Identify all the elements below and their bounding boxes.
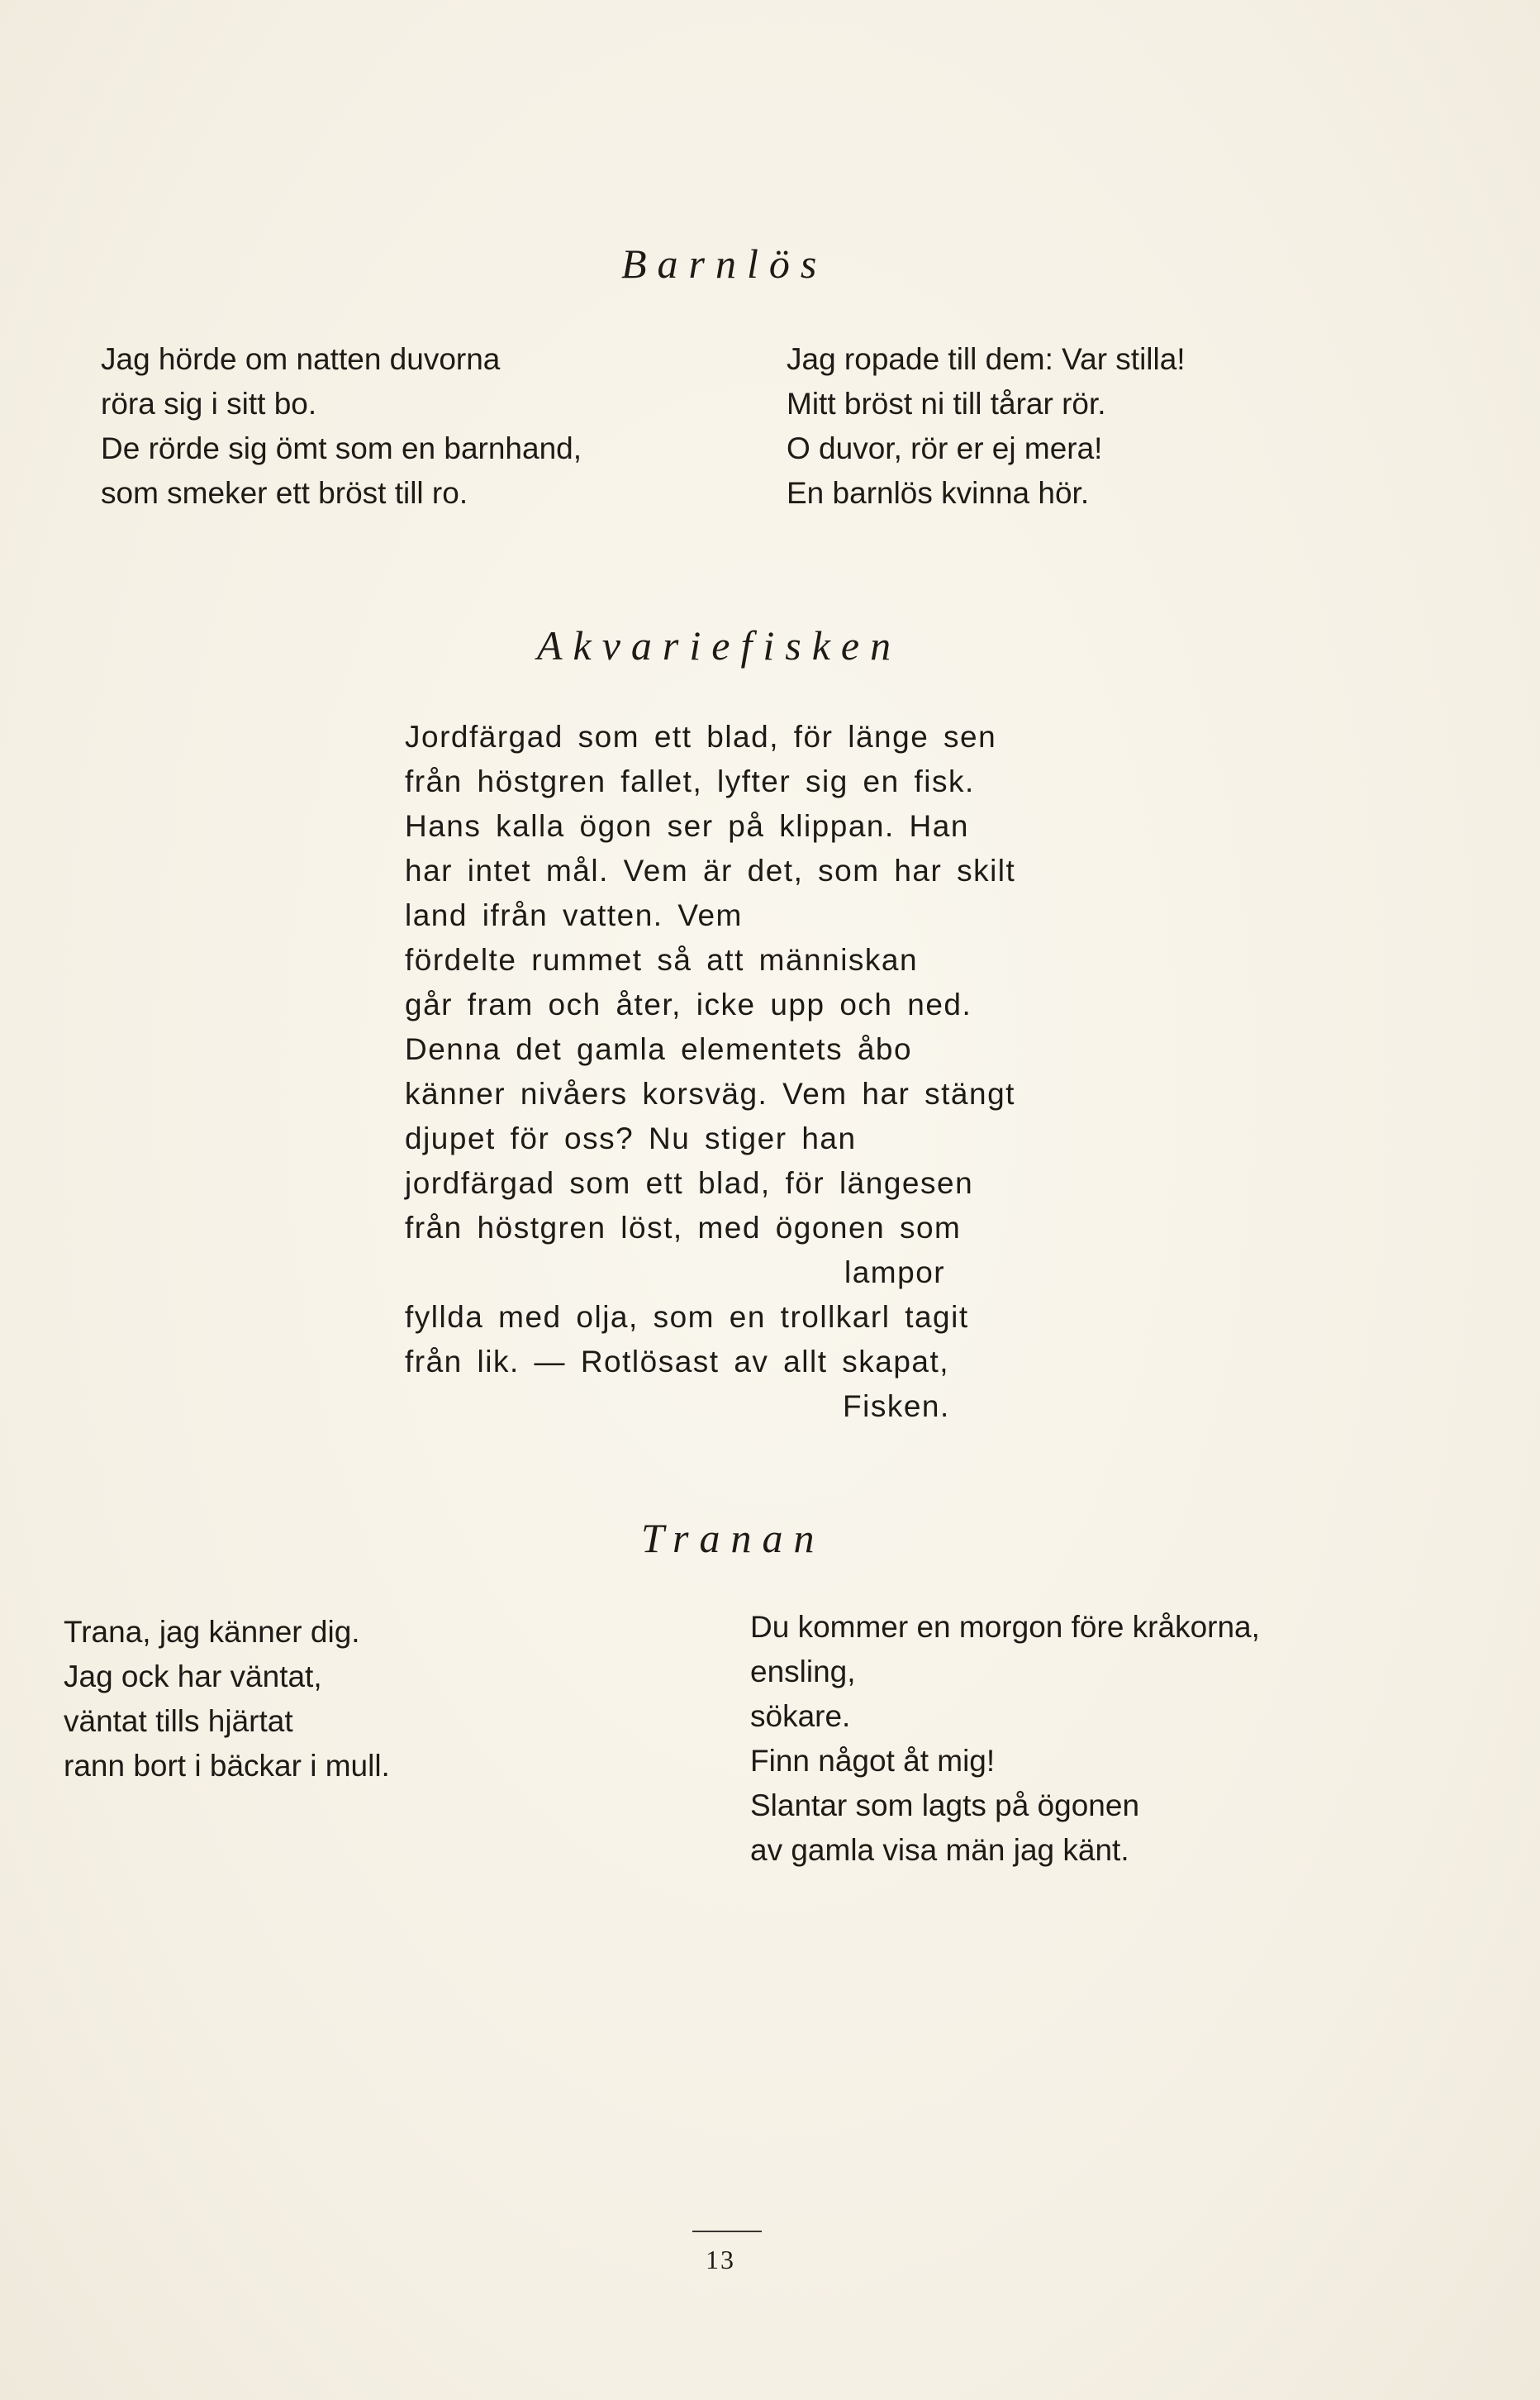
tranan-stanza-left (64, 1610, 390, 1788)
page-number: 13 (706, 2245, 735, 2274)
poem-line: En barnlös kvinna hör. (787, 476, 1090, 510)
poem-line: har intet mål. Vem är det, som har skilt (405, 854, 1016, 888)
poem-line: Jag ropade till dem: Var stilla! (787, 342, 1186, 376)
poem-line: som smeker ett bröst till ro. (101, 476, 468, 510)
poem-line: fördelte rummet så att människan (405, 943, 919, 977)
poem-line: från höstgren löst, med ögonen som (405, 1211, 962, 1245)
poem-line: djupet för oss? Nu stiger han (405, 1121, 857, 1155)
poem-line: Trana, jag känner dig. (64, 1615, 360, 1649)
poem-line: Jordfärgad som ett blad, för länge sen (405, 720, 997, 754)
poem-line: jordfärgad som ett blad, för längesen (405, 1166, 974, 1200)
poem-line: O duvor, rör er ej mera! (787, 431, 1103, 465)
poem-title-akvariefisken: Akvariefisken (537, 622, 902, 669)
tranan-stanza-right (750, 1605, 1260, 1873)
barnlos-stanza-right (787, 337, 1186, 516)
poem-line: land ifrån vatten. Vem (405, 898, 743, 932)
poem-title-barnlos: Barnlös (621, 240, 828, 287)
poem-line: Jag ock har väntat, (64, 1660, 322, 1693)
poem-title-tranan: Tranan (641, 1515, 825, 1561)
poem-line: går fram och åter, icke upp och ned. (405, 988, 972, 1021)
poem-line: röra sig i sitt bo. (101, 387, 317, 421)
barnlos-stanza-left (101, 337, 582, 516)
poem-line: De rörde sig ömt som en barnhand, (101, 431, 582, 465)
poem-line: känner nivåers korsväg. Vem har stängt (405, 1077, 1015, 1111)
poem-line: sökare. (750, 1699, 851, 1733)
poem-line-indented: lampor (844, 1255, 946, 1289)
poem-line: Denna det gamla elementets åbo (405, 1032, 913, 1066)
poem-line-indented: Fisken. (843, 1389, 950, 1423)
poem-line: väntat tills hjärtat (64, 1704, 293, 1738)
poem-line: rann bort i bäckar i mull. (64, 1749, 390, 1783)
poem-line: Hans kalla ögon ser på klippan. Han (405, 809, 969, 843)
poem-line: ensling, (750, 1655, 856, 1688)
poem-line: fyllda med olja, som en trollkarl tagit (405, 1300, 969, 1334)
poem-line: Jag hörde om natten duvorna (101, 342, 501, 376)
poem-line: från höstgren fallet, lyfter sig en fisk. (405, 764, 975, 798)
poem-line: Slantar som lagts på ögonen (750, 1788, 1140, 1822)
poem-line: Du kommer en morgon före kråkorna, (750, 1610, 1260, 1644)
poem-line: av gamla visa män jag känt. (750, 1833, 1129, 1867)
akvariefisken-body (405, 715, 1015, 1429)
poem-line: Mitt bröst ni till tårar rör. (787, 387, 1106, 421)
page-number-rule (692, 2231, 762, 2232)
poem-line: från lik. — Rotlösast av allt skapat, (405, 1345, 950, 1379)
poem-line: Finn något åt mig! (750, 1744, 996, 1778)
